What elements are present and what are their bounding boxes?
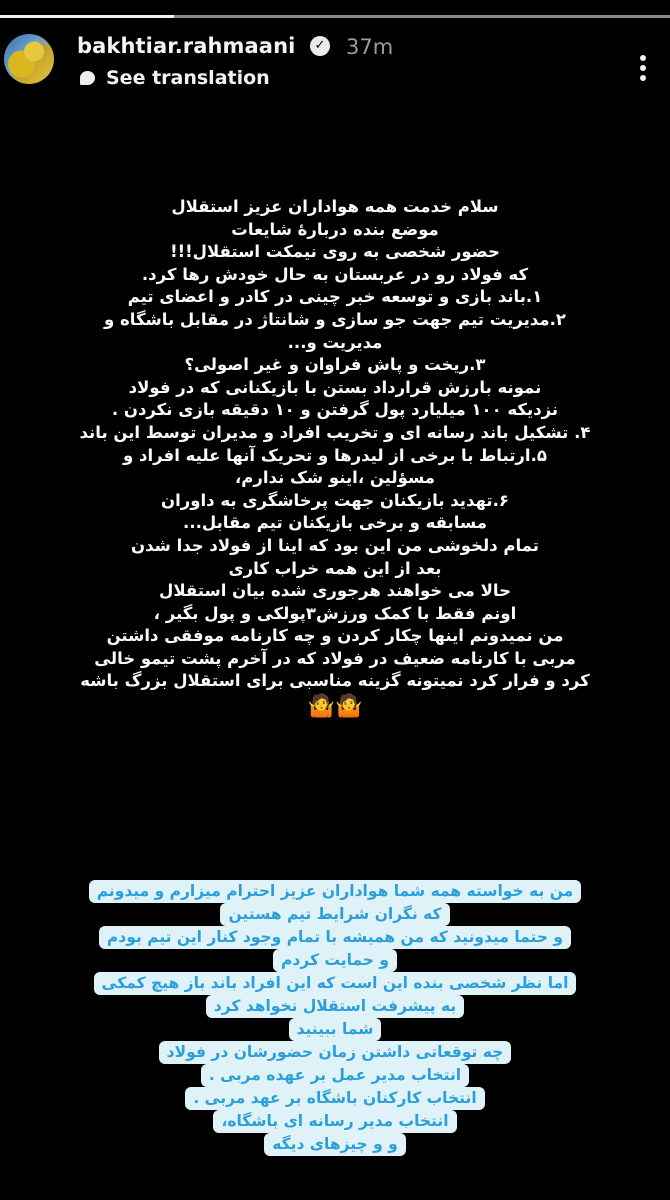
highlighted-text-block	[20, 880, 650, 1156]
highlight-line: و حتما میدونید که من همیشه با تمام وجود کنار این تیم بودم	[99, 926, 571, 949]
text-line: حضور شخصی به روی نیمکت استقلال!!!	[170, 242, 500, 262]
story-progress-bar	[0, 15, 670, 18]
text-line: ۴. تشکیل باند رسانه ای و تخریب افراد و مدیران توسط این باند	[79, 422, 591, 442]
username[interactable]: bakhtiar.rahmaani	[77, 34, 296, 58]
text-line: ۳.ریخت و پاش فراوان و غیر اصولی؟	[184, 355, 486, 375]
text-line: مسؤلین ،اینو شک ندارم،	[235, 468, 435, 488]
text-line: تمام دلخوشی من این بود که اینا از فولاد جدا شدن	[131, 535, 539, 555]
story-progress-fill	[0, 15, 174, 18]
text-line: ۶.تهدید بازیکنان جهت پرخاشگری به داوران	[161, 490, 509, 510]
verified-badge-icon: ✓	[310, 36, 330, 56]
text-line: نزدیکه ۱۰۰ میلیارد پول گرفتن و ۱۰ دقیقه بازی نکردن .	[111, 400, 559, 420]
story-body-text	[20, 196, 650, 721]
see-translation-button[interactable]: See translation	[106, 67, 270, 89]
text-line: مدیریت و...	[287, 332, 383, 352]
highlight-line: به پیشرفت استقلال نخواهد کرد	[206, 995, 465, 1018]
highlight-line: اما نظر شخصی بنده این است که این افراد باند باز هیچ کمکی	[94, 972, 577, 995]
highlight-line: و و چیزهای دیگه	[264, 1133, 406, 1156]
text-line: نمونه بارزش قرارداد بستن با بازیکنانی که در فولاد	[128, 377, 542, 397]
highlight-line: من به خواسته همه شما هواداران عزیز احترام میزارم و میدونم	[89, 880, 582, 903]
text-line: اونم فقط با کمک ورزش۳پولکی و پول بگیر ،	[153, 603, 517, 623]
highlight-line: انتخاب مدیر عمل بر عهده مربی .	[201, 1064, 469, 1087]
more-vertical-icon[interactable]	[640, 55, 646, 85]
text-line: ۲.مدیریت تیم جهت جو سازی و شانتاژ در مقابل باشگاه و	[104, 309, 566, 329]
story-header	[0, 28, 670, 98]
avatar[interactable]	[4, 34, 54, 84]
text-line: حالا می خواهند هرجوری شده بیان استقلال	[159, 581, 511, 601]
text-line: بعد از این همه خراب کاری	[228, 558, 442, 578]
highlight-line: و حمایت کردم	[273, 949, 397, 972]
translate-bubble-icon	[80, 71, 95, 85]
post-time: 37m	[346, 35, 394, 59]
text-line: ۵.ارتباط با برخی از لیدرها و تحریک آنها علیه افراد و	[123, 445, 547, 465]
text-line: کرد و فرار کرد نمیتونه گزینه مناسبی برای استقلال بزرگ باشه	[80, 671, 590, 691]
text-line: که فولاد رو در عربستان به حال خودش رها کرد.	[141, 264, 529, 284]
text-line: موضع بنده دربارهٔ شایعات	[231, 219, 439, 239]
text-line: ۱.باند بازی و توسعه خبر چینی در کادر و اعضای تیم	[127, 287, 543, 307]
highlight-line: انتخاب کارکنان باشگاه بر عهد مربی .	[185, 1087, 484, 1110]
text-line: مربی با کارنامه ضعیف در فولاد که در آخرم پشت تیمو خالی	[94, 648, 576, 668]
text-line: من نمیدونم اینها چکار کردن و چه کارنامه موفقی داشتن	[106, 626, 564, 646]
shrug-emoji-icon: 🤷🤷	[307, 694, 363, 720]
highlight-line: که نگران شرایط تیم هستین	[220, 903, 449, 926]
highlight-line: انتخاب مدیر رسانه ای باشگاه،	[213, 1110, 456, 1133]
text-line: سلام خدمت همه هواداران عزیز استقلال	[171, 197, 499, 216]
text-line: مسابقه و برخی بازیکنان تیم مقابل...	[183, 513, 487, 533]
highlight-line: چه توقعاتی داشتن زمان حضورشان در فولاد	[159, 1041, 512, 1064]
highlight-line: شما ببینید	[289, 1018, 382, 1041]
